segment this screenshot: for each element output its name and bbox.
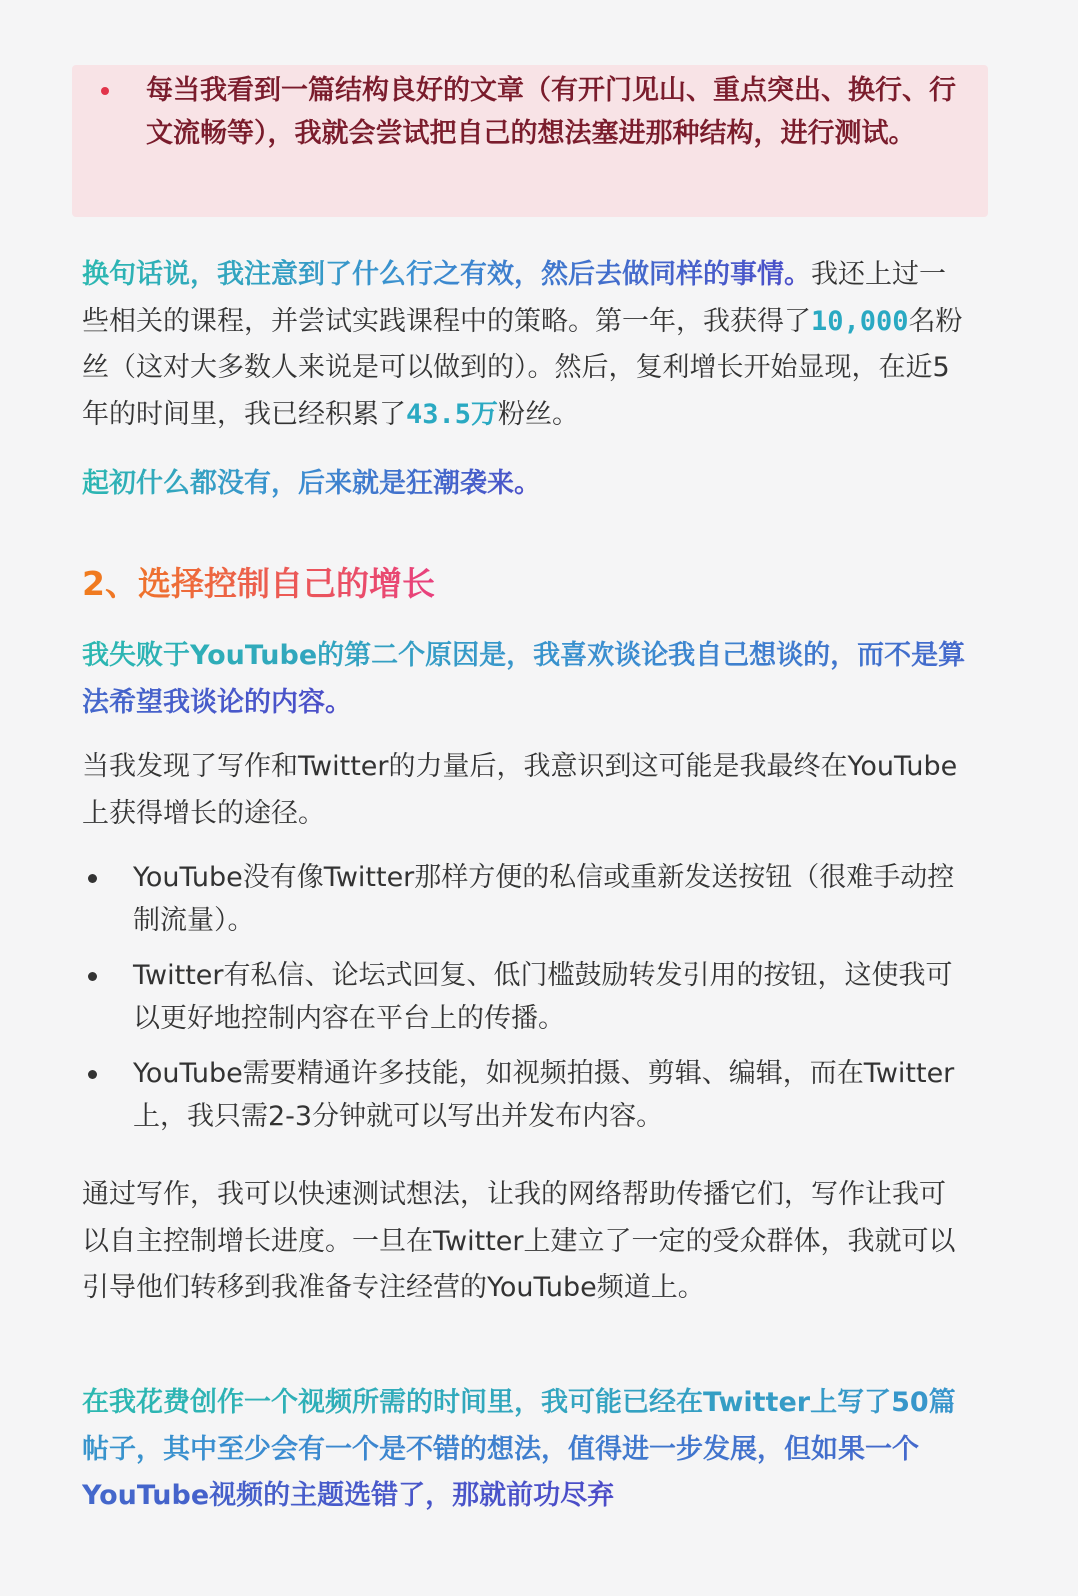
- callout-box: [72, 65, 988, 217]
- body-text: 粉丝。: [498, 398, 580, 430]
- paragraph-reason: [82, 633, 972, 726]
- highlight-text: 换句话说，我注意到了什么行之有效，然后去做同样的事情。: [82, 259, 811, 290]
- paragraph-discovery: 当我发现了写作和Twitter的力量后，我意识到这可能是我最终在YouTube上获得增长的途径。: [82, 751, 958, 829]
- paragraph-growth: [82, 252, 972, 438]
- list-item-text: YouTube没有像Twitter那样方便的私信或重新发送按钮（很难手动控制流量）。: [133, 862, 955, 936]
- callout-text: 每当我看到一篇结构良好的文章（有开门见山、重点突出、换行、行文流畅等），我就会尝试把自己的想法塞进那种结构，进行测试。: [146, 75, 956, 149]
- body-text: 我还上过一些相关的课程，并尝试实践课程中的策略。第一年，我获得了: [82, 259, 946, 337]
- list-item-text: Twitter有私信、论坛式回复、低门槛鼓励转发引用的按钮，这使我可以更好地控制内容在平台上的传播。: [133, 960, 953, 1034]
- list-item: [82, 856, 972, 942]
- highlight-text: 我失败于YouTube的第二个原因是，我喜欢谈论我自己想谈的，而不是算法希望我谈论的内容。: [82, 640, 966, 718]
- follower-count-total: 43.5万: [406, 398, 499, 430]
- bullet-icon: [88, 972, 97, 981]
- bullet-dot-icon: [101, 87, 109, 95]
- bullet-icon: [88, 874, 97, 883]
- highlight-text: 在我花费创作一个视频所需的时间里，我可能已经在Twitter上写了50篇帖子，其中至少会有一个是不错的想法，值得进一步发展，但如果一个YouTube视频的主题选错了，那就前功尽弃: [82, 1387, 956, 1511]
- fade-overlay: [795, 1465, 995, 1545]
- paragraph-summary: [82, 461, 972, 508]
- paragraph-writing: 通过写作，我可以快速测试想法，让我的网络帮助传播它们，写作让我可以自主控制增长进度。一旦在Twitter上建立了一定的受众群体，我就可以引导他们转移到我准备专注经营的YouTube频道上。: [82, 1179, 956, 1303]
- bullet-icon: [88, 1070, 97, 1079]
- list-item-text: YouTube需要精通许多技能，如视频拍摄、剪辑、编辑，而在Twitter上，我只需2-3分钟就可以写出并发布内容。: [133, 1058, 955, 1132]
- section-heading: 2、选择控制自己的增长: [82, 558, 435, 605]
- list-item: [82, 1052, 972, 1138]
- highlight-text: 起初什么都没有，后来就是狂潮袭来。: [82, 468, 541, 499]
- follower-count-first-year: 10,000: [811, 305, 909, 337]
- list-item: [82, 954, 972, 1040]
- body-text: 名粉丝（这对大多数人来说是可以做到的）。然后，复利增长开始显现，在近5年的时间里，我已经积累了: [82, 305, 963, 430]
